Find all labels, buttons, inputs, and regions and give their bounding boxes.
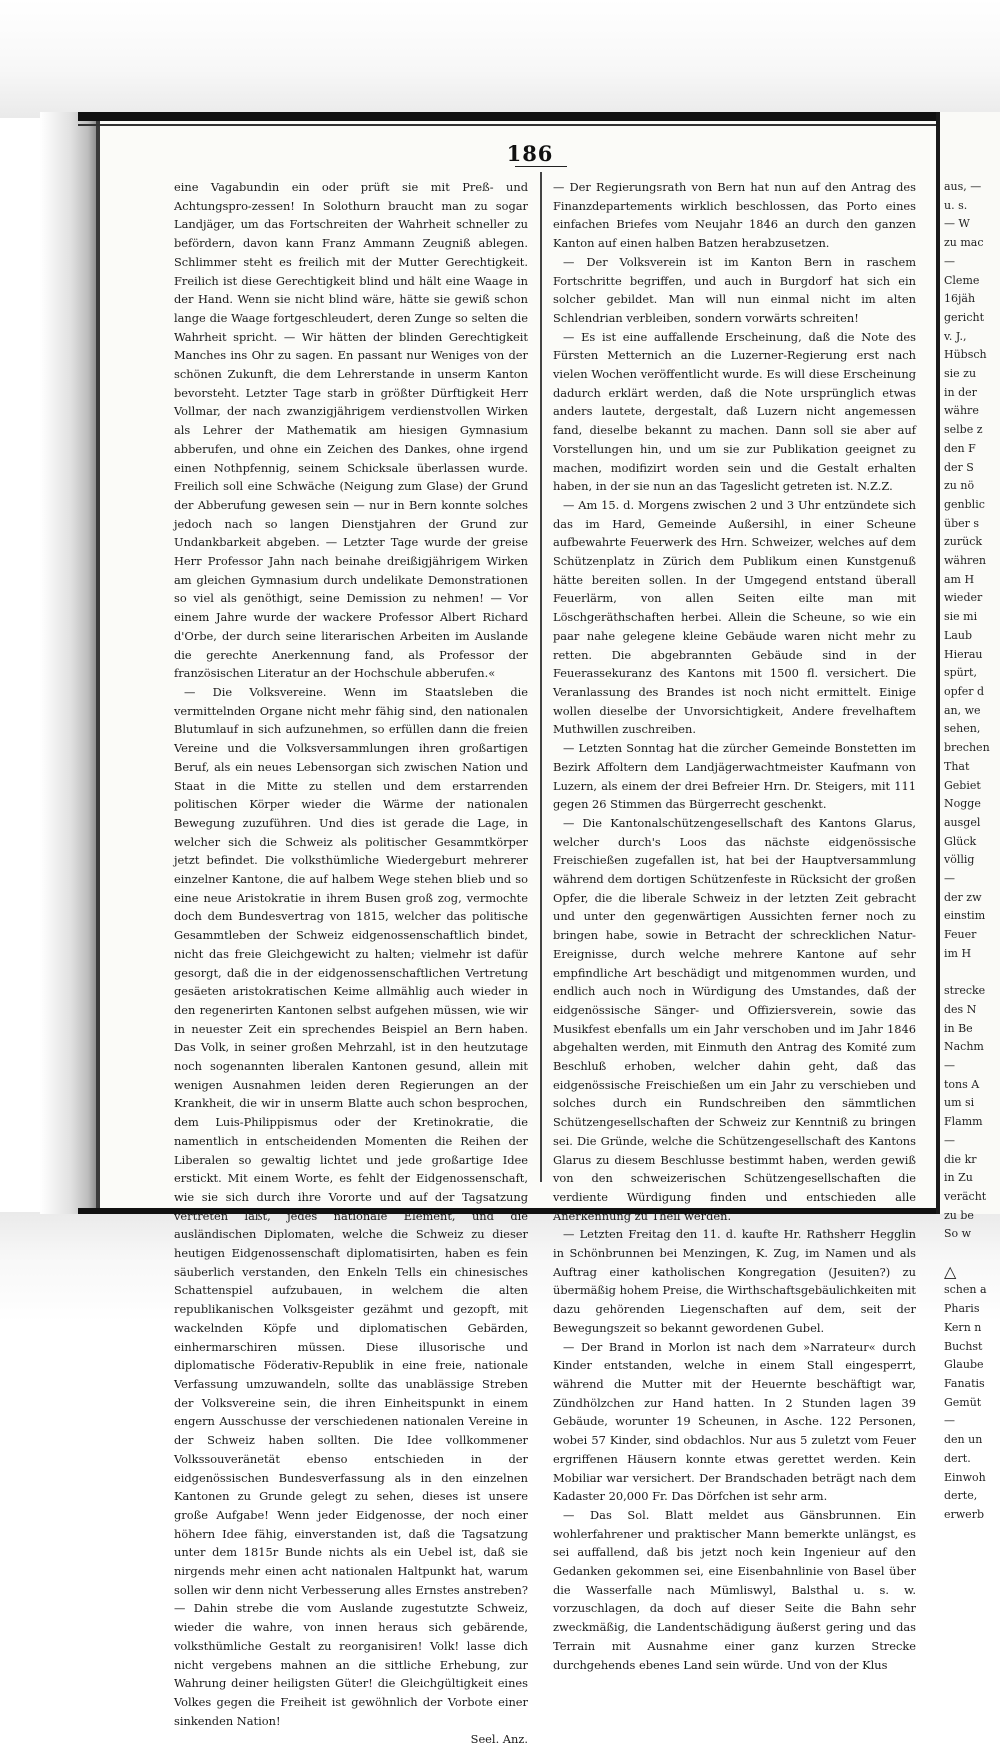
facing-page-line: Feuer xyxy=(944,928,977,942)
facing-page-line: über s xyxy=(944,516,980,530)
facing-page-line: — xyxy=(944,254,955,268)
right-paragraph-9: — Das Sol. Blatt meldet aus Gänsbrunnen. Ein wohlerfahrener und praktischer Mann bemerkte unlängst, es sei auffallend, daß bis jetzt noch kein Ingenieur auf den Gedanken gekommen sei, eine Eisenbahnlinie von Basel über die Wasserfalle nach Mümliswyl, Balsthal u. s. w. vorzuschlagen, da doch auf dieser Seite die Bahn sehr zweckmäßig, die Landentschädigung äußerst gering und das Terrain mit Ausnahme einer ganz kurzen Strecke durchgehends ebenes Land sein würde. Und von der Klus xyxy=(553,1507,916,1672)
facing-page-line: den F xyxy=(944,441,976,455)
facing-page-line: dert. xyxy=(944,1451,971,1465)
facing-page-line: selbe z xyxy=(944,423,983,437)
right-paragraph-5: — Letzten Sonntag hat die zürcher Gemeinde Bonstetten im Bezirk Affoltern dem Landjägerwachtmeister Kaufmann von Luzern, als einem der drei Befreier Hrn. Dr. Steigers, mit 111 gegen 26 Stimmen das Bürgerrecht geschenkt. xyxy=(553,741,916,812)
facing-page-line: — xyxy=(944,1133,955,1147)
right-column xyxy=(553,178,916,1672)
book-binding-shadow xyxy=(40,112,100,1214)
page-top-rule-thin xyxy=(78,124,1000,126)
facing-page-line: 16jäh xyxy=(944,292,976,306)
page-number: 186 xyxy=(506,141,554,166)
facing-page-line: — xyxy=(944,1059,955,1073)
facing-page-line: einstim xyxy=(944,909,986,923)
facing-page-line: erwerb xyxy=(944,1507,984,1521)
facing-page-line: des N xyxy=(944,1002,977,1016)
facing-page-line: Buchst xyxy=(944,1339,983,1353)
right-paragraph-7: — Letzten Freitag den 11. d. kaufte Hr. Rathsherr Hegglin in Schönbrunnen bei Menzingen, K. Zug, im Namen und als Auftrag einer katholischen Kongregation (Jesuiten?) zu übermäßig hohem Preise, die Wirthschaftsgebäulichkeiten mit dazu gehörenden Liegenschaften auf dem, seit der Bewegungszeit so bekannt gewordenen Gubel. xyxy=(553,1227,916,1335)
facing-page-line: Gebiet xyxy=(944,778,981,792)
facing-page-line: spürt, xyxy=(944,666,977,680)
facing-page-line: Hübsch xyxy=(944,348,987,362)
facing-page-line: Flamm xyxy=(944,1115,983,1129)
facing-page-line: Einwoh xyxy=(944,1470,986,1484)
facing-page-line: die kr xyxy=(944,1152,977,1166)
facing-page-line: den un xyxy=(944,1433,983,1447)
left-column xyxy=(174,178,528,1747)
facing-page-line: Glaube xyxy=(944,1358,984,1372)
facing-page-line: derte, xyxy=(944,1489,978,1503)
facing-page-line: u. s. xyxy=(944,198,968,212)
facing-page-line: aus, — xyxy=(944,180,982,193)
facing-page-line: △ xyxy=(944,1261,957,1281)
facing-page-line: der S xyxy=(944,460,974,474)
facing-page-line: um si xyxy=(944,1096,975,1110)
facing-page-line: strecke xyxy=(944,984,986,998)
facing-page-line: genblic xyxy=(944,497,985,511)
facing-page-line: gericht xyxy=(944,310,984,324)
column-divider xyxy=(540,172,542,1182)
facing-page-line: zu nö xyxy=(944,479,975,493)
facing-page-line: opfer d xyxy=(944,684,985,698)
facing-page-line: — W xyxy=(944,217,970,231)
facing-page-line: verächt xyxy=(944,1189,987,1203)
facing-page-line: in der xyxy=(944,385,977,399)
facing-page-line: — xyxy=(944,872,955,886)
right-paragraph-1: — Der Regierungsrath von Bern hat nun auf den Antrag des Finanzdepartements wirklich beschlossen, das Porto eines einfachen Briefes vom Neujahr 1846 an durch den ganzen Kanton auf einen halben Batzen herabzusetzen. xyxy=(553,180,916,251)
facing-page-line: ausgel xyxy=(944,815,981,829)
facing-page-line: der zw xyxy=(944,890,982,904)
facing-page-line: Nachm xyxy=(944,1040,984,1054)
facing-page-line: im H xyxy=(944,946,972,960)
facing-page-line: Hierau xyxy=(944,647,983,661)
facing-page-line: an, we xyxy=(944,703,981,717)
right-paragraph-2: — Der Volksverein ist im Kanton Bern in raschem Fortschritte begriffen, und auch in Burgdorf hat sich ein solcher gebildet. Man will nun einmal nicht im alten Schlendrian verbleiben, sondern vorwärts schreiten! xyxy=(553,254,916,325)
facing-page-line: — xyxy=(944,1414,955,1428)
facing-page-line: zu be xyxy=(944,1208,974,1222)
facing-page-line: Glück xyxy=(944,834,977,848)
facing-page-line: Laub xyxy=(944,628,972,642)
facing-page-line: wieder xyxy=(944,591,983,605)
facing-page-line: brechen xyxy=(944,741,990,755)
facing-page-lines xyxy=(940,178,990,1525)
page-top-rule xyxy=(78,112,1000,121)
facing-page-line: Fanatis xyxy=(944,1377,985,1390)
right-paragraph-8: — Der Brand in Morlon ist nach dem »Narrateur« durch Kinder entstanden, welche in einem Stall eingesperrt, während die Mutter mit der Heuernte beschäftigt war, Zündhölzchen zur Hand hatten. In 2 Stunden lagen 39 Gebäude, worunter 19 Scheunen, in Asche. 122 Personen, wobei 57 Kinder, sind obdachlos. Nur aus 5 zuletzt vom Feuer ergriffenen Häusern konnte etwas gerettet werden. Kein Mobiliar war versichert. Der Brandschaden beträgt nach dem Kadaster 20,000 Fr. Das Dörfchen ist sehr arm. xyxy=(553,1339,916,1504)
facing-page-line: zurück xyxy=(944,535,983,549)
facing-page-line: zu mac xyxy=(944,236,984,250)
facing-page-line: Gemüt xyxy=(944,1395,982,1409)
facing-page-line: in Zu xyxy=(944,1171,973,1185)
facing-page-line xyxy=(940,964,990,983)
facing-page-line xyxy=(940,1244,990,1263)
facing-page-line: tons A xyxy=(944,1077,980,1091)
left-paragraph-volksvereine: — Die Volksvereine. Wenn im Staatsleben die vermittelnden Organe nicht mehr fähig sind, den nationalen Blutumlauf in sich aufzunehmen, so erfüllen dann die freien Vereine und die Volksversammlungen ihren großartigen Beruf, als ein neues Lebensorgan sich zwischen Nation und Staat in die Mitte zu stellen und dem erstarrenden politischen Körper wieder die Wärme der nationalen Bewegung zuzuführen. Und dies ist gerade die Lage, in welcher sich die Schweiz als politischer Gesammtkörper jetzt befindet. Die volksthümliche Wiedergeburt mehrerer einzelner Kantone, die auf halbem Wege stehen blieb und so eine neue Aristokratie in ihrem Busen groß zog, vermochte doch dem Bundesvertrag von 1815, welcher das politische Gesammtleben der Schweiz eidgenossenschaftlich bindet, nicht das freie Gleichgewicht zu halten; vielmehr ist dafür gesorgt, daß die in der eidgenossenschaftlichen Vertretung gesäeten aristokratischen Keime allmählig auch wieder in den regenerirten Kantonen selbst aufgehen müssen, wie wir in neuester Zeit ein sprechendes Beispiel an Bern haben. Das Volk, in seiner großen Mehrzahl, ist in den heutzutage noch sogenannten liberalen Kantonen gesund, allein mit wenigen Ausnahmen leiden deren Regierungen an der Krankheit, die wir in unserm Blatte auch schon besprochen, dem Luis-Philippismus oder der Kretinokratie, die namentlich in entscheidenden Momenten die Reihen der Liberalen so gewaltig lichtet und jede großartige Idee erstickt. Mit einem Worte, es fehlt der Eidgenossenschaft, wie sie sich durch ihre Vororte und auf der Tagsatzung vertreten läßt, jedes nationale Element, und die ausländischen Diplomaten, welche die Schweiz zu dieser heutigen Eidgenossenschaft diplomatisirten, haben es fein säuberlich verstanden, den Enkeln Tells ein chinesisches Schattenspiel aufzubauen, in welchem die alten republikanischen Volksgeister gezähmt und gezopft, mit wackelnden Köpfe und diplomatischen Gebärden, einhermarschiren müssen. Diese illusorische und diplomatische Föderativ-Republik in eine freie, nationale Verfassung umzuwandeln, sollte das unablässige Streben der Volksvereine sein, die ihren Einheitspunkt in einem engern Ausschusse der verschiedenen nationalen Vereine in der Schweiz haben sollten. Die Idee vollkommener Volkssouveränetät ebenso entschieden in der eidgenössischen Bundesverfassung als in den einzelnen Kantonen zu Grunde gelegt zu sehen, dieses ist unsere große Aufgabe! Wenn jeder Eidgenosse, der noch einer höhern Idee fähig, einverstanden ist, daß die Tagsatzung unter dem 1815r Bunde nichts als ein Uebel ist, daß sie nirgends mehr einen acht nationalen Haltpunkt hat, warum sollen wir denn nicht Verbesserung alles Ernstes anstreben? — Dahin strebe die vom Auslande zugestutzte Schweiz, wieder die wahre, von innen heraus sich gebärende, volksthümliche Gestalt zu reorganisiren! Volk! lasse dich nicht vergebens mahnen an die sittliche Erhebung, zur Wahrung deiner heiligsten Güter! die Gleichgültigkeit eines Volkes gegen die Freiheit ist gewöhnlich der Vorbote einer sinkenden Nation! xyxy=(174,684,528,1728)
right-paragraph-6: — Die Kantonalschützengesellschaft des Kantons Glarus, welcher durch's Loos das nächste eidgenössische Freischießen zugefallen ist, hat bei der Hauptversammlung während dem dortigen Schützenfeste in Rücksicht der großen Opfer, die die liberale Schweiz in der letzten Zeit gebracht und unter den gegenwärtigen Aussichten ferner noch zu bringen habe, sowie in Betracht der schrecklichen Natur-Ereignisse, durch welche mehrere Kantone auf sehr empfindliche Art beschädigt und mitgenommen wurden, und endlich auch noch in Würdigung des Umstandes, daß der eidgenössische Sänger- und Offiziersverein, sowie das Musikfest ebenfalls um ein Jahr verschoben und im Jahr 1846 abgehalten werden, mit Einmuth den Antrag des Komité zum Beschluß erhoben, welcher dahin geht, daß das eidgenössische Freischießen um ein Jahr zu verschieben und solches durch ein Rundschreiben den sämmtlichen Schützengesellschaften der Schweiz zur Kenntniß zu bringen sei. Die Gründe, welche die Schützengesellschaft des Kantons Glarus zu diesem Beschlusse bestimmt haben, werden gewiß von den schweizerischen Schützengesellschaften die verdiente Würdigung finden und entschieden alle Anerkennung zu Theil werden. xyxy=(553,815,916,1223)
facing-page-line: v. J., xyxy=(944,329,967,343)
article-source-signature: Seel. Anz. xyxy=(470,1732,528,1747)
page-number-underline xyxy=(515,166,567,167)
facing-page-line: Nogge xyxy=(944,797,981,811)
facing-page-line: in Be xyxy=(944,1021,973,1035)
right-paragraph-3: — Es ist eine auffallende Erscheinung, daß die Note des Fürsten Metternich an die Luzerner-Regierung erst nach vielen Wochen veröffentlicht wurde. Es will diese Erscheinung dadurch erklärt werden, daß die Note ursprünglich etwas anders lautete, dergestalt, daß Luzern nicht angemessen fand, dieselbe bekannt zu machen. Dann soll sie aber auf Vorstellungen hin, und um sie zur Publikation geeignet zu machen, modifizirt worden sein und die Gestalt erhalten haben, in der sie nun an das Tageslicht getreten ist. N.Z.Z. xyxy=(553,329,916,494)
facing-page-line: Pharis xyxy=(944,1302,980,1316)
facing-page-line: sie zu xyxy=(944,367,977,381)
facing-page-line: Kern n xyxy=(944,1320,982,1334)
facing-page-line: sehen, xyxy=(944,722,981,736)
facing-page-fragment xyxy=(940,112,1000,1521)
facing-page-line: völlig xyxy=(944,853,975,867)
right-paragraph-4: — Am 15. d. Morgens zwischen 2 und 3 Uhr entzündete sich das im Hard, Gemeinde Außersihl, in einer Scheune aufbewahrte Feuerwerk des Hrn. Schweizer, welches auf dem Schützenplatz in Zürich dem Publikum einen Kunstgenuß hätte bereiten sollen. In der Umgegend entstand überall Feuerlärm, von allen Seiten eilte man mit Löschgeräthschaften herbei. Allein die Scheune, so wie ein paar nahe gelegene kleine Gebäude waren nicht mehr zu retten. Die abgebrannten Gebäude sind in der Feuerassekuranz des Kantons mit 1500 fl. versichert. Die Veranlassung des Brandes ist noch nicht ermittelt. Einige wollen dieselbe der Unvorsichtigkeit, Andere frevelhaftem Muthwillen zuschreiben. xyxy=(553,497,916,737)
facing-page-line: That xyxy=(944,759,970,773)
facing-page-line: schen a xyxy=(944,1283,987,1297)
facing-page-line: währen xyxy=(944,554,986,568)
left-paragraph-1: eine Vagabundin ein oder prüft sie mit Preß- und Achtungspro-zessen! In Solothurn braucht man zu sogar Landjäger, um das Fortschreiten der Wahrheit schneller zu befördern, davon kann Franz Ammann Zeugniß ablegen. Schlimmer steht es freilich mit der Mutter Gerechtigkeit. Freilich ist diese Gerechtigkeit blind und hält eine Waage in der Hand. Wenn sie nicht blind wäre, hätte sie gewiß schon lange die Waage fortgeschleudert, deren Zunge so selten die Wahrheit spricht. — Wir hätten der blinden Gerechtigkeit Manches ins Ohr zu sagen. En passant nur Weniges von der schönen Zukunft, die dem Lehrerstande in unserm Kanton bevorsteht. Letzter Tage starb in größter Dürftigkeit Herr Vollmar, der nach zwanzigjährigem verdienstvollen Wirken als Lehrer der Mathematik am hiesigen Gymnasium abberufen, und ohne ein Zeichen des Dankes, ohne irgend einen Nothpfennig, seinem Schicksale überlassen wurde. Freilich soll eine Schwäche (Neigung zum Glase) der Grund der Abberufung gewesen sein — nur in Bern konnte solches jedoch nach so langen Dienstjahren der Grund zur Undankbarkeit abgeben. — Letzter Tage wurde der greise Herr Professor Jahn nach beinahe dreißigjährigem Wirken am gleichen Gymnasium durch undelikate Demonstrationen so viel als genöthigt, seine Demission zu nehmen! — Vor einem Jahre wurde der wackere Professor Albert Richard d'Orbe, der durch seine literarischen Arbeiten im Auslande die gerechte Anerkennung fand, als Professor der französischen Literatur an der Hochschule abberufen.« xyxy=(174,180,528,681)
facing-page-line: Cleme xyxy=(944,273,980,287)
scan-margin-top xyxy=(0,0,1000,118)
facing-page-line: So w xyxy=(944,1227,972,1241)
facing-page-line: am H xyxy=(944,572,975,586)
facing-page-line: sie mi xyxy=(944,610,978,624)
facing-page-line: währe xyxy=(944,404,979,418)
